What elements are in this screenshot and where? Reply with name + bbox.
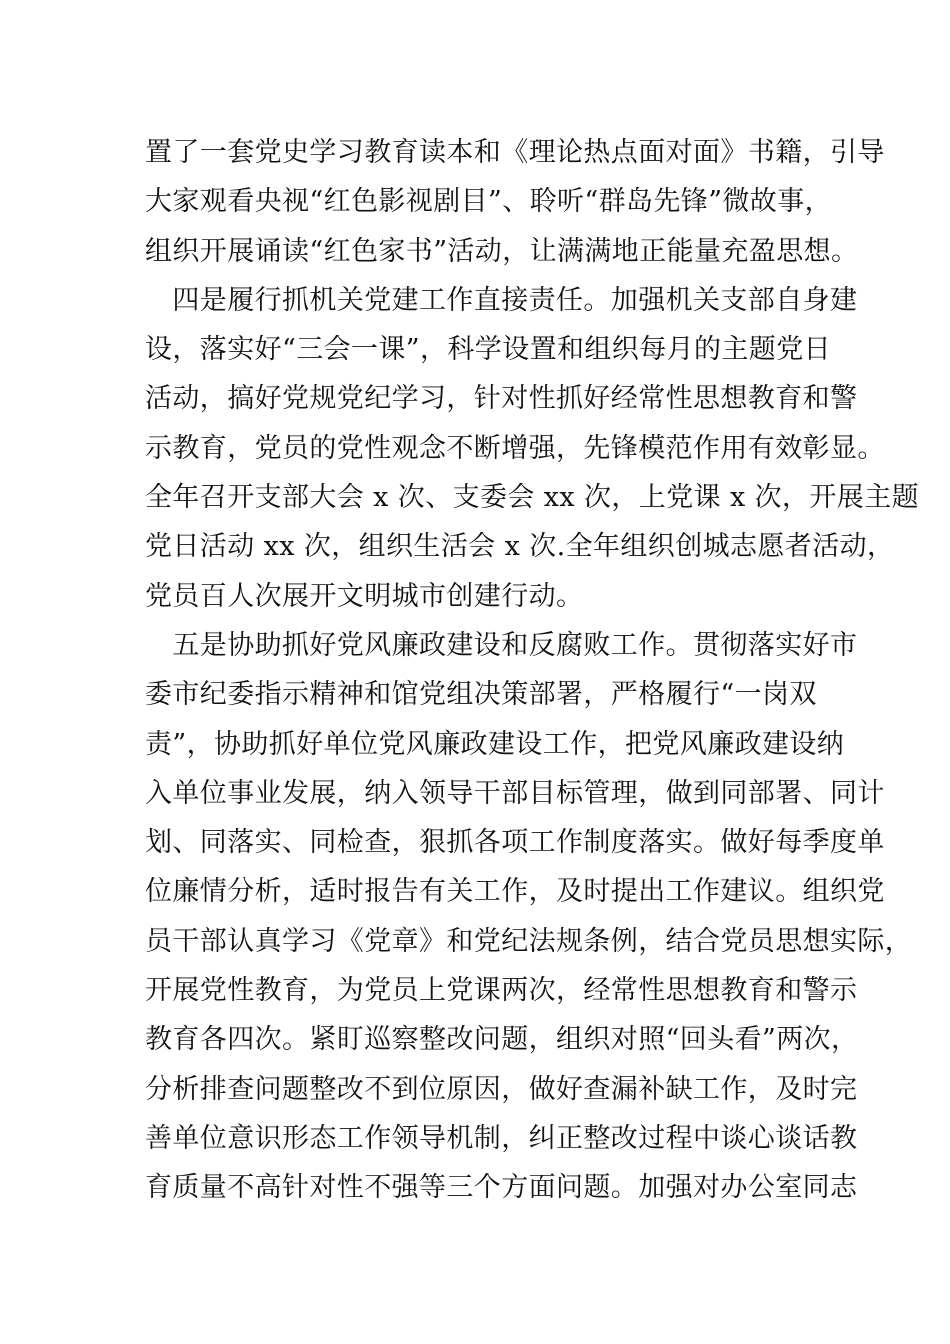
text-line: 划、同落实、同检查，狠抓各项工作制度落实。做好每季度单 [145,827,885,859]
text-line: 全年召开支部大会 x 次、支委会 xx 次，上党课 x 次，开展主题 [145,482,920,514]
body-text [145,128,920,1213]
text-line: 大家观看央视“红色影视剧目”、聆听“群岛先锋”微故事， [145,186,833,218]
text-line: 示教育，党员的党性观念不断增强，先锋模范作用有效彰显。 [145,432,885,464]
text-line: 育质量不高针对性不强等三个方面问题。加强对办公室同志 [145,1172,858,1204]
text-line: 善单位意识形态工作领导机制，纠正整改过程中谈心谈话教 [145,1122,858,1154]
text-line: 置了一套党史学习教育读本和《理论热点面对面》书籍，引导 [145,137,885,168]
text-line: 委市纪委指示精神和馆党组决策部署，严格履行“一岗双 [145,679,817,711]
text-line: 责”，协助抓好单位党风廉政建设工作，把党风廉政建设纳 [145,728,845,760]
text-line: 分析排查问题整改不到位原因，做好查漏补缺工作，及时完 [145,1073,858,1105]
text-line: 活动，搞好党规党纪学习，针对性抓好经常性思想教育和警 [145,383,858,415]
text-line: 开展党性教育，为党员上党课两次，经常性思想教育和警示 [145,975,858,1007]
text-line: 设，落实好“三会一课”，科学设置和组织每月的主题党日 [145,334,832,366]
paragraph-start-line: 五是协助抓好党风廉政建设和反腐败工作。贯彻落实好市 [145,629,858,661]
text-line: 教育各四次。紧盯巡察整改问题，组织对照“回头看”两次， [145,1024,859,1056]
text-line: 员干部认真学习《党章》和党纪法规条例，结合党员思想实际， [145,925,913,957]
text-line: 党日活动 xx 次，组织生活会 x 次.全年组织创城志愿者活动， [145,531,895,563]
text-line: 入单位事业发展，纳入领导干部目标管理，做到同部署、同计 [145,777,885,809]
text-line: 位廉情分析，适时报告有关工作，及时提出工作建议。组织党 [145,876,885,908]
text-line: 组织开展诵读“红色家书”活动，让满满地正能量充盈思想。 [145,235,859,267]
paragraph-start-line: 四是履行抓机关党建工作直接责任。加强机关支部自身建 [145,284,858,316]
text-line: 党员百人次展开文明城市创建行动。 [145,580,584,612]
